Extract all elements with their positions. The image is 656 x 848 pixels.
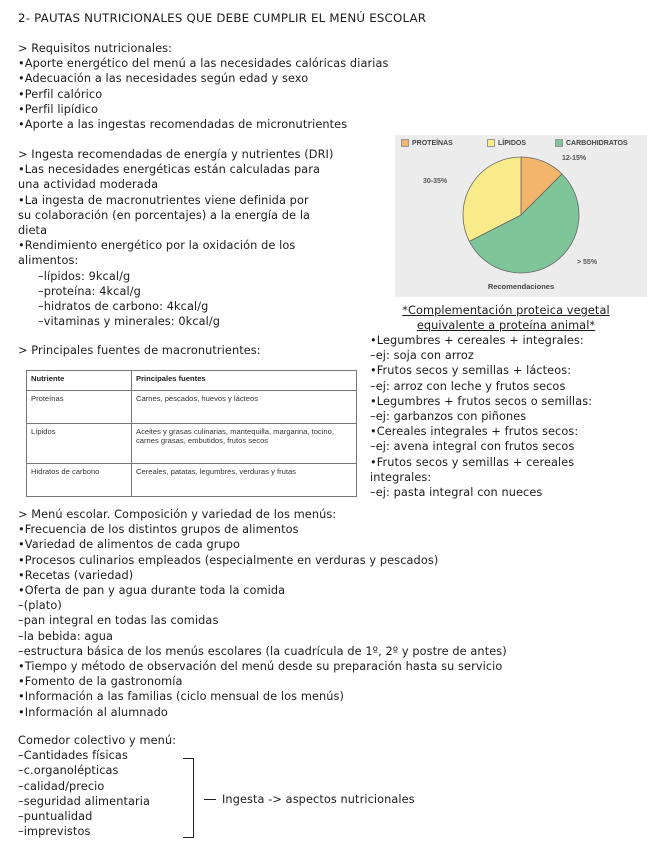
list-item: –(plato) <box>18 599 62 613</box>
list-item: •Fomento de la gastronomía <box>18 675 183 689</box>
table-cell: Aceites y grasas culinarias, mantequilla, margarina, tocino, carnes grasas, embutidos, frutos secos <box>132 424 357 464</box>
complementacion-title-line: equivalente a proteína animal* <box>416 319 596 333</box>
ingesta-line: una actividad moderada <box>18 178 159 192</box>
ingesta-line: alimentos: <box>18 254 79 268</box>
ingesta-line: •Las necesidades energéticas están calculadas para <box>18 163 321 177</box>
list-item: •Frecuencia de los distintos grupos de alimentos <box>18 523 299 537</box>
list-item: •Procesos culinarios empleados (especialmente en verduras y pescados) <box>18 553 439 567</box>
legend-label: LÍPIDOS <box>498 139 527 147</box>
list-item: •Perfil lipídico <box>18 102 99 116</box>
list-item: –ej: pasta integral con nueces <box>370 486 543 500</box>
list-item: •Frutos secos y semillas + lácteos: <box>370 364 572 378</box>
list-item: •Recetas (variedad) <box>18 568 134 582</box>
list-item: –ej: avena integral con frutos secos <box>370 440 575 454</box>
list-item: –imprevistos <box>18 825 91 839</box>
list-item: •Aporte energético del menú a las necesidades calóricas diarias <box>18 57 389 71</box>
bracket-connector <box>204 799 216 800</box>
list-item: •Oferta de pan y agua durante toda la comida <box>18 584 286 598</box>
ingesta-line: •La ingesta de macronutrientes viene definida por <box>18 193 309 207</box>
list-item: –la bebida: agua <box>18 629 113 643</box>
list-item: •Información al alumnado <box>18 705 168 719</box>
list-item: –Cantidades físicas <box>18 749 128 763</box>
legend-label: CARBOHIDRATOS <box>566 139 628 147</box>
slice-label-lipidos: 30-35% <box>423 178 448 185</box>
list-item: –ej: arroz con leche y frutos secos <box>370 379 566 393</box>
list-item: –ej: soja con arroz <box>370 349 474 363</box>
table-cell: Proteínas <box>27 391 132 424</box>
table-cell: Cereales, patatas, legumbres, verduras y frutas <box>132 464 357 497</box>
list-item: –calidad/precio <box>18 779 105 793</box>
list-item: •Cereales integrales + frutos secos: <box>370 425 579 439</box>
list-item: •Perfil calórico <box>18 87 103 101</box>
pie-svg <box>395 135 647 297</box>
table-cell: Lípidos <box>27 424 132 464</box>
chart-title: Recomendaciones <box>487 282 555 291</box>
list-item: •Adecuación a las necesidades según edad y sexo <box>18 72 309 86</box>
slice-label-carbohidratos: > 55% <box>577 259 598 266</box>
list-item: •Variedad de alimentos de cada grupo <box>18 538 241 552</box>
ingesta-line: dieta <box>18 224 48 238</box>
ingesta-line: –proteína: 4kcal/g <box>38 284 141 298</box>
list-item: •Aporte a las ingestas recomendadas de micronutrientes <box>18 118 348 132</box>
table-row <box>27 391 357 424</box>
table-cell: Carnes, pescados, huevos y lácteos <box>132 391 357 424</box>
menu-section <box>18 507 507 720</box>
macronutrient-sources-table <box>26 370 357 497</box>
ingesta-section <box>18 147 333 329</box>
pie-chart <box>395 135 647 297</box>
list-item: •Frutos secos y semillas + cereales <box>370 455 575 469</box>
list-item: –estructura básica de los menús escolares (la cuadrícula de 1º, 2º y postre de antes) <box>18 644 507 658</box>
table-header: Principales fuentes <box>132 371 357 391</box>
bracket-label: Ingesta -> aspectos nutricionales <box>222 793 415 806</box>
ingesta-line: •Rendimiento energético por la oxidación de los <box>18 239 296 253</box>
bracket <box>183 758 194 838</box>
list-item: –puntualidad <box>18 810 93 824</box>
table-cell: Hidratos de carbono <box>27 464 132 497</box>
comedor-section <box>18 733 176 839</box>
table-header: Nutriente <box>27 371 132 391</box>
list-item: –c.organolépticas <box>18 764 119 778</box>
legend-label: PROTEÍNAS <box>412 139 453 147</box>
slice-label-proteinas: 12-15% <box>562 155 587 162</box>
page-title: 2- PAUTAS NUTRICIONALES QUE DEBE CUMPLIR EL MENÚ ESCOLAR <box>18 11 427 25</box>
complementacion-title <box>370 303 642 333</box>
list-item: –pan integral en todas las comidas <box>18 614 219 628</box>
fuentes-heading: > Principales fuentes de macronutrientes: <box>18 344 261 357</box>
list-item: •Legumbres + frutos secos o semillas: <box>370 394 593 408</box>
list-item: –seguridad alimentaria <box>18 794 151 808</box>
complementacion-section <box>370 333 592 500</box>
list-item: •Tiempo y método de observación del menú desde su preparación hasta su servicio <box>18 660 503 674</box>
ingesta-line: –hidratos de carbono: 4kcal/g <box>38 300 209 314</box>
list-item: •Legumbres + cereales + integrales: <box>370 334 584 347</box>
menu-heading: > Menú escolar. Composición y variedad de los menús: <box>18 508 337 521</box>
table-row <box>27 464 357 497</box>
requisitos-heading: > Requisitos nutricionales: <box>18 42 173 55</box>
table-row <box>27 424 357 464</box>
list-item: •Información a las familias (ciclo mensual de los menús) <box>18 690 345 704</box>
ingesta-line: su colaboración (en porcentajes) a la energía de la <box>18 208 311 222</box>
list-item: –ej: garbanzos con piñones <box>370 410 527 424</box>
ingesta-line: –lípidos: 9kcal/g <box>38 269 131 283</box>
requisitos-section <box>18 41 388 132</box>
complementacion-title-line: *Complementación proteica vegetal <box>402 304 610 317</box>
ingesta-heading: > Ingesta recomendadas de energía y nutrientes (DRI) <box>18 148 334 161</box>
ingesta-line: –vitaminas y minerales: 0kcal/g <box>38 315 221 329</box>
comedor-heading: Comedor colectivo y menú: <box>18 734 177 747</box>
list-item: integrales: <box>370 470 432 484</box>
